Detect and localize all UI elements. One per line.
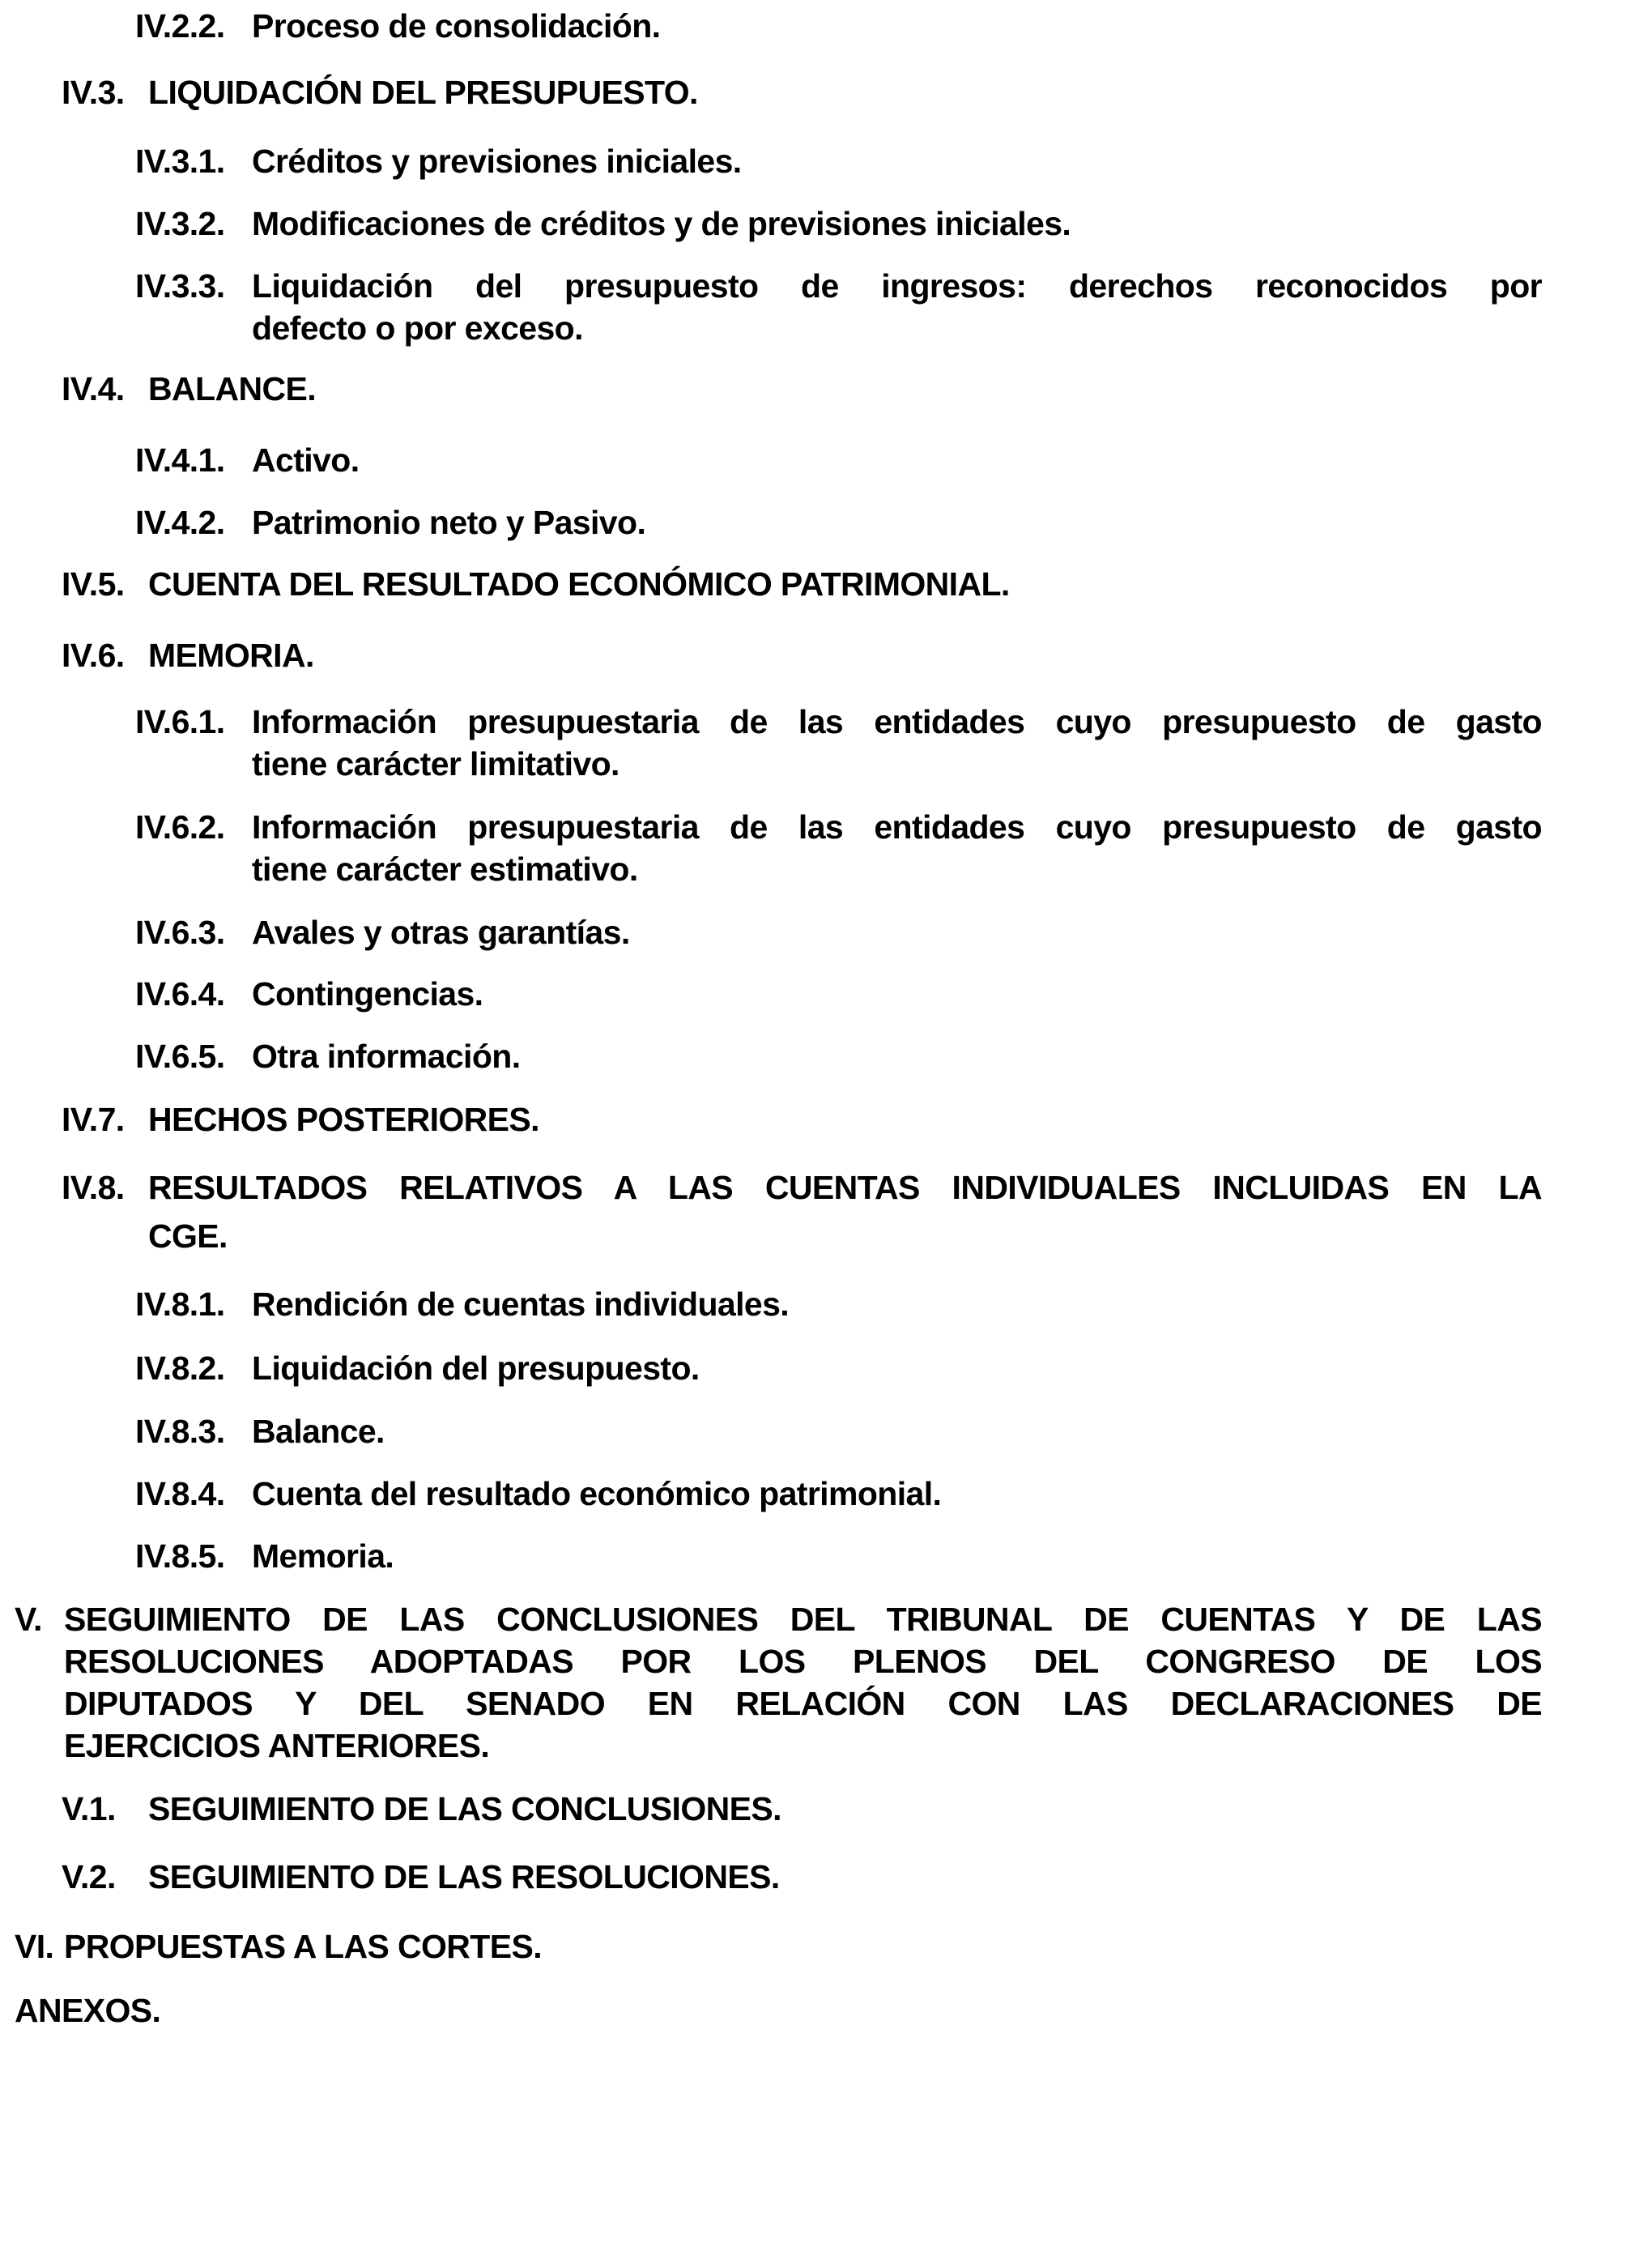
toc-entry — [135, 1347, 1542, 1389]
toc-entry-number: IV.6. — [62, 637, 125, 674]
toc-entry-number: IV.5. — [62, 565, 125, 603]
toc-entry-title — [252, 501, 1542, 544]
toc-entry-line: Balance. — [252, 1413, 385, 1450]
toc-entry — [62, 1163, 1542, 1260]
toc-entry-number: IV.6.3. — [135, 914, 225, 951]
toc-entry-title — [15, 1989, 1542, 2032]
toc-entry-title — [64, 1925, 1542, 1968]
toc-entry-line: Liquidación del presupuesto de ingresos: derechos reconocidos por — [252, 267, 1542, 305]
toc-entry-line: ANEXOS. — [15, 1992, 161, 2029]
toc-entry-number: V. — [15, 1601, 42, 1638]
toc-entry-number: V.2. — [62, 1858, 116, 1895]
toc-entry — [135, 973, 1542, 1015]
toc-entry-title — [148, 634, 1542, 676]
toc-entry-line: SEGUIMIENTO DE LAS RESOLUCIONES. — [148, 1858, 780, 1895]
toc-entry — [135, 265, 1542, 349]
toc-entry-line: Activo. — [252, 441, 360, 479]
toc-entry-line: defecto o por exceso. — [252, 309, 583, 347]
toc-entry-number: IV.3.3. — [135, 267, 225, 305]
toc-entry-line: RESULTADOS RELATIVOS A LAS CUENTAS INDIVIDUALES INCLUIDAS EN LA — [148, 1169, 1542, 1206]
toc-entry — [135, 439, 1542, 481]
toc-entry-title — [252, 203, 1542, 245]
toc-entry — [135, 501, 1542, 544]
toc-entry — [62, 1856, 1542, 1898]
toc-entry — [15, 1989, 1542, 2032]
toc-entry-number: V.1. — [62, 1790, 116, 1827]
toc-entry-number: VI. — [15, 1928, 54, 1965]
toc-entry-title — [252, 806, 1542, 890]
toc-entry-number: IV.8.3. — [135, 1413, 225, 1450]
toc-entry-title — [252, 701, 1542, 785]
toc-entry-number: IV.8.1. — [135, 1286, 225, 1323]
toc-entry-line: BALANCE. — [148, 370, 317, 407]
toc-entry-number: IV.4. — [62, 370, 125, 407]
toc-entry-line: Patrimonio neto y Pasivo. — [252, 504, 646, 541]
toc-entry — [135, 701, 1542, 785]
toc-entry-title — [252, 265, 1542, 349]
toc-entry-number: IV.8. — [62, 1169, 125, 1206]
toc-entry-line: CGE. — [148, 1217, 228, 1255]
toc-entry-title — [252, 1283, 1542, 1325]
toc-entry — [135, 1410, 1542, 1452]
toc-entry-line: CUENTA DEL RESULTADO ECONÓMICO PATRIMONIAL. — [148, 565, 1010, 603]
toc-entry-line: tiene carácter estimativo. — [252, 851, 638, 888]
toc-entry-line: Créditos y previsiones iniciales. — [252, 143, 742, 180]
toc-entry — [62, 368, 1542, 410]
toc-entry — [15, 1925, 1542, 1968]
toc-entry — [135, 1473, 1542, 1515]
toc-entry-number: IV.3. — [62, 74, 125, 111]
toc-entry-title — [148, 1163, 1542, 1260]
toc-entry — [135, 140, 1542, 182]
toc-entry-line: Información presupuestaria de las entidades cuyo presupuesto de gasto — [252, 808, 1542, 846]
toc-entry-number: IV.3.1. — [135, 143, 225, 180]
toc-entry-line: Rendición de cuentas individuales. — [252, 1286, 790, 1323]
toc-entry-number: IV.4.2. — [135, 504, 225, 541]
toc-entry-number: IV.6.2. — [135, 808, 225, 846]
toc-entry-line: Liquidación del presupuesto. — [252, 1349, 700, 1387]
toc-entry-title — [148, 368, 1542, 410]
toc-entry — [135, 5, 1542, 47]
toc-entry — [15, 1598, 1542, 1767]
toc-entry-title — [252, 1473, 1542, 1515]
toc-entry-title — [148, 1098, 1542, 1141]
toc-entry-line: DIPUTADOS Y DEL SENADO EN RELACIÓN CON LAS DECLARACIONES DE — [64, 1685, 1542, 1722]
toc-entry — [62, 1098, 1542, 1141]
toc-entry-title — [252, 973, 1542, 1015]
toc-entry-title — [252, 1035, 1542, 1077]
toc-entry — [135, 1535, 1542, 1577]
toc-entry-line: Cuenta del resultado económico patrimonial. — [252, 1475, 942, 1512]
toc-entry-title — [252, 1347, 1542, 1389]
toc-entry-line: EJERCICIOS ANTERIORES. — [64, 1727, 490, 1764]
toc-entry-line: SEGUIMIENTO DE LAS CONCLUSIONES DEL TRIBUNAL DE CUENTAS Y DE LAS — [64, 1601, 1542, 1638]
toc-entry-title — [252, 911, 1542, 953]
toc-entry-line: Modificaciones de créditos y de previsiones iniciales. — [252, 205, 1071, 242]
toc-entry — [135, 1283, 1542, 1325]
toc-entry-line: HECHOS POSTERIORES. — [148, 1101, 539, 1138]
toc-entry — [135, 203, 1542, 245]
toc-entry-line: RESOLUCIONES ADOPTADAS POR LOS PLENOS DEL CONGRESO DE LOS — [64, 1643, 1542, 1680]
toc-entry-line: Avales y otras garantías. — [252, 914, 630, 951]
toc-entry-title — [252, 1410, 1542, 1452]
toc-entry-line: Memoria. — [252, 1537, 394, 1575]
toc-entry-line: PROPUESTAS A LAS CORTES. — [64, 1928, 543, 1965]
toc-entry — [62, 1788, 1542, 1830]
toc-entry-line: Contingencias. — [252, 975, 483, 1013]
toc-entry-number: IV.6.1. — [135, 703, 225, 740]
toc-entry-title — [148, 71, 1542, 113]
toc-entry-number: IV.6.5. — [135, 1038, 225, 1075]
toc-entry-title — [252, 5, 1542, 47]
toc-entry-line: Información presupuestaria de las entidades cuyo presupuesto de gasto — [252, 703, 1542, 740]
toc-entry-title — [252, 439, 1542, 481]
toc-entry-number: IV.7. — [62, 1101, 125, 1138]
toc-entry-title — [148, 1856, 1542, 1898]
toc-entry-line: tiene carácter limitativo. — [252, 745, 620, 782]
toc-entry — [62, 71, 1542, 113]
toc-entry — [62, 563, 1542, 605]
toc-entry-line: SEGUIMIENTO DE LAS CONCLUSIONES. — [148, 1790, 781, 1827]
toc-entry-title — [148, 563, 1542, 605]
toc-entry-title — [252, 140, 1542, 182]
toc-entry-number: IV.8.4. — [135, 1475, 225, 1512]
toc-entry-number: IV.8.2. — [135, 1349, 225, 1387]
toc-entry-number: IV.3.2. — [135, 205, 225, 242]
toc-entry-title — [64, 1598, 1542, 1767]
toc-entry-line: LIQUIDACIÓN DEL PRESUPUESTO. — [148, 74, 698, 111]
toc-entry-title — [252, 1535, 1542, 1577]
toc-entry — [135, 911, 1542, 953]
toc-entry-line: Proceso de consolidación. — [252, 7, 661, 45]
toc-entry-number: IV.4.1. — [135, 441, 225, 479]
toc-entry-number: IV.8.5. — [135, 1537, 225, 1575]
toc-entry-number: IV.2.2. — [135, 7, 225, 45]
toc-entry — [62, 634, 1542, 676]
toc-entry-line: MEMORIA. — [148, 637, 314, 674]
toc-entry-number: IV.6.4. — [135, 975, 225, 1013]
toc-entry-line: Otra información. — [252, 1038, 521, 1075]
toc-entry-title — [148, 1788, 1542, 1830]
toc-entry — [135, 806, 1542, 890]
toc-entry — [135, 1035, 1542, 1077]
